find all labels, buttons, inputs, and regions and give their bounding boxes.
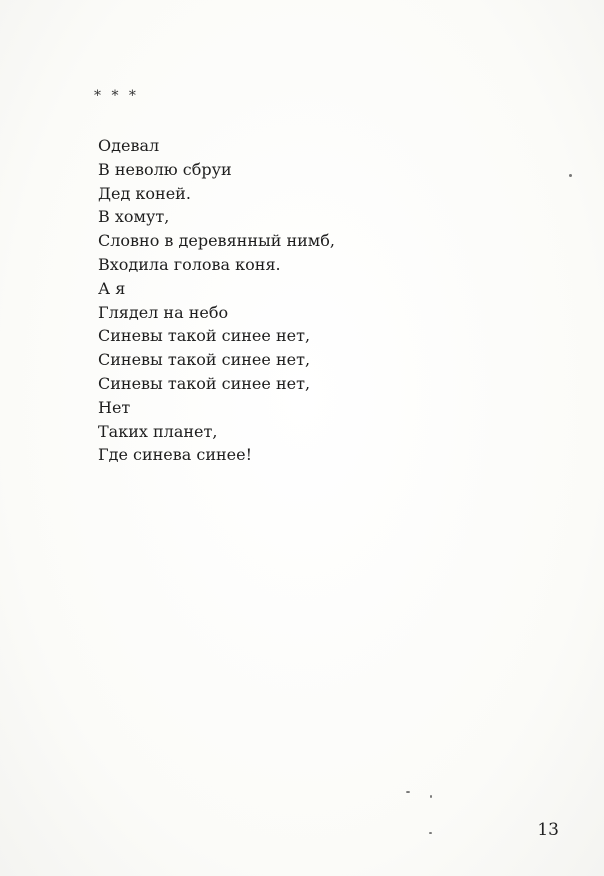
poem-body xyxy=(98,134,518,467)
section-ornament: * * * xyxy=(94,88,139,104)
poem-line: Синевы такой синее нет, xyxy=(98,373,311,393)
dust-speck xyxy=(569,174,572,177)
poem-line: В хомут, xyxy=(98,207,170,227)
poem-line: Где синева синее! xyxy=(98,445,253,465)
page-number: 13 xyxy=(537,820,559,840)
poem-line: Нет xyxy=(98,397,131,417)
dust-speck xyxy=(406,791,410,793)
poem-line: Синевы такой синее нет, xyxy=(98,326,311,346)
poem-line: Таких планет, xyxy=(98,421,218,441)
dust-speck xyxy=(430,795,432,798)
poem-line: А я xyxy=(98,278,126,298)
poem-line: Словно в деревянный нимб, xyxy=(98,231,335,251)
poem-line: Дед коней. xyxy=(98,183,191,203)
poem-line: Входила голова коня. xyxy=(98,254,281,274)
dust-speck xyxy=(429,832,432,834)
poem-line: Глядел на небо xyxy=(98,302,229,322)
poem-line: Синевы такой синее нет, xyxy=(98,350,311,370)
poem-line: В неволю сбруи xyxy=(98,159,232,179)
poem-line: Одевал xyxy=(98,136,160,155)
